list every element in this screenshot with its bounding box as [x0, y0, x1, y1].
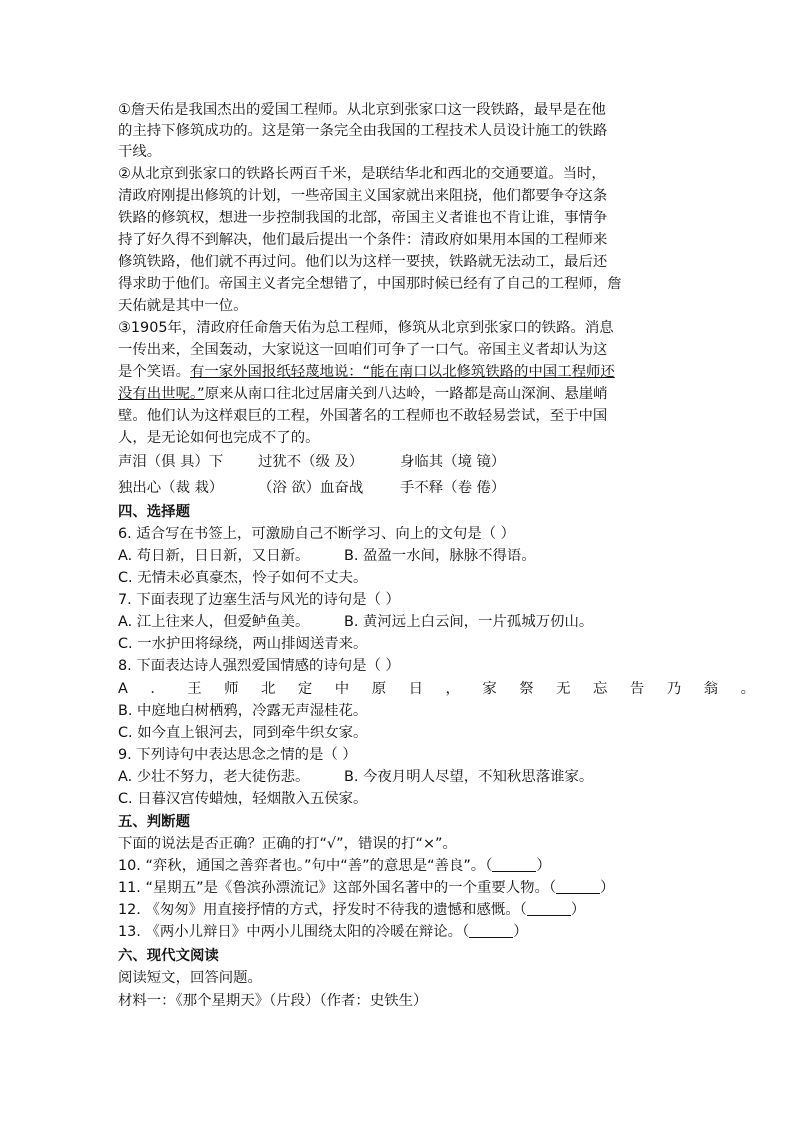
answer-blank-12[interactable] — [527, 901, 571, 916]
word-choice: 声泪（俱 具）下 — [118, 454, 224, 470]
close-paren: ） — [570, 902, 586, 918]
passage-line-8: 修筑铁路，他们就不再过问。他们以为这样一要挟，铁路就无法动工，最后还 — [118, 254, 608, 270]
question-12 — [118, 900, 678, 920]
option-b: B. 盈盈一水间，脉脉不得语。 — [344, 548, 536, 564]
underlined-quote-part-1: 有一家外国报纸轻蔑地说：“能在南口以北修筑铁路的中国工程师还 — [189, 364, 615, 380]
answer-blank-13[interactable] — [469, 923, 513, 938]
answer-blank-10[interactable] — [492, 857, 536, 872]
close-paren: ） — [600, 880, 615, 896]
option-a: A. 少壮不努力，老大徒伤悲。 — [118, 769, 310, 785]
material-title: 材料一：《那个星期天》（片段）（作者：史铁生） — [118, 993, 428, 1009]
question-9-option-c: C. 日暮汉宫传蜡烛，轻烟散入五侯家。 — [118, 791, 368, 807]
passage-line-13 — [118, 362, 678, 382]
question-6: 6. 适合写在书签上，可激励自己不断学习、向上的文句是（ ） — [118, 526, 516, 542]
underlined-quote-part-2: 没有出世呢。” — [118, 386, 205, 402]
question-11-text: 11. “星期五”是《鲁滨孙漂流记》这部外国名著中的一个重要人物。（ — [118, 880, 557, 896]
passage-line-1: ①詹天佑是我国杰出的爱国工程师。从北京到张家口这一段铁路，最早是在他 — [118, 102, 606, 118]
option-b: B. 黄河远上白云间，一片孤城万仞山。 — [344, 614, 594, 630]
answer-blank-11[interactable] — [556, 879, 600, 894]
question-6-option-c: C. 无情未必真豪杰，怜子如何不丈夫。 — [118, 570, 368, 586]
passage-line-15: 壁。他们认为这样艰巨的工程，外国著名的工程师也不敢轻易尝试，至于中国 — [118, 408, 608, 424]
passage-line-16: 人，是无论如何也完成不了的。 — [118, 430, 320, 446]
option-a: A. 苟日新，日日新，又日新。 — [118, 548, 310, 564]
word-choice-row-1 — [118, 452, 678, 472]
question-8: 8. 下面表达诗人强烈爱国情感的诗句是（ ） — [118, 658, 400, 674]
word-choice: 独出心（裁 栽） — [118, 480, 224, 496]
question-13 — [118, 922, 678, 942]
question-9-options-ab — [118, 767, 678, 787]
passage-line-10: 天佑就是其中一位。 — [118, 298, 248, 314]
passage-line-2: 的主持下修筑成功的。这是第一条完全由我国的工程技术人员设计施工的铁路 — [118, 123, 608, 139]
question-8-option-b: B. 中庭地白树栖鸦，冷露无声湿桂花。 — [118, 703, 368, 719]
question-7: 7. 下面表现了边塞生活与风光的诗句是（ ） — [118, 592, 400, 608]
question-7-options-ab — [118, 612, 678, 632]
passage-line-5: 清政府刚提出修筑的计划，一些帝国主义国家就出来阻挠，他们都要争夺这条 — [118, 188, 608, 204]
option-b: B. 今夜月明人尽望，不知秋思落谁家。 — [344, 769, 594, 785]
passage-line-7: 持了好久得不到解决，他们最后提出一个条件：清政府如果用本国的工程师来 — [118, 232, 608, 248]
word-choice: 手不释（卷 倦） — [400, 480, 506, 496]
question-11 — [118, 878, 678, 898]
option-a: A. 江上往来人，但爱鲈鱼美。 — [118, 614, 310, 630]
passage-line-13-start: 是个笑语。 — [118, 364, 190, 380]
judgement-instructions: 下面的说法是否正确？正确的打“√”，错误的打“×”。 — [118, 836, 457, 852]
section-heading-reading: 六、现代文阅读 — [118, 948, 219, 964]
section-heading-judgement: 五、判断题 — [118, 814, 190, 830]
word-choice: 过犹不（级 及） — [258, 454, 364, 470]
word-choice-row-2 — [118, 478, 678, 498]
question-13-text: 13. 《两小儿辩日》中两小儿围绕太阳的冷暖在辩论。（ — [118, 924, 470, 940]
question-10 — [118, 856, 678, 876]
passage-line-11: ③1905年，清政府任命詹天佑为总工程师，修筑从北京到张家口的铁路。消息 — [118, 320, 614, 336]
question-8-option-a: A．王师北定中原日，家祭无忘告乃翁。 — [118, 681, 778, 697]
passage-line-6: 铁路的修筑权，想进一步控制我国的北部，帝国主义者谁也不肯让谁，事情争 — [118, 210, 608, 226]
passage-line-9: 得求助于他们。帝国主义者完全想错了，中国那时候已经有了自己的工程师，詹 — [118, 276, 622, 292]
word-choice: 身临其（境 镜） — [400, 454, 506, 470]
passage-line-14 — [118, 384, 678, 404]
close-paren: ） — [536, 858, 551, 874]
question-12-text: 12. 《匆匆》用直接抒情的方式，抒发时不待我的遗憾和感慨。（ — [118, 902, 527, 918]
question-10-text: 10. “弈秋，通国之善弈者也。”句中“善”的意思是“善良”。（ — [118, 858, 493, 874]
question-9: 9. 下列诗句中表达思念之情的是（ ） — [118, 747, 357, 763]
word-choice: （浴 欲）血奋战 — [258, 480, 364, 496]
question-8-option-c: C. 如今直上银河去，同到牵牛织女家。 — [118, 725, 368, 741]
passage-line-3: 干线。 — [118, 144, 162, 160]
passage-line-4: ②从北京到张家口的铁路长两百千米，是联结华北和西北的交通要道。当时， — [118, 166, 606, 182]
passage-line-12: 一传出来，全国轰动，大家说这一回咱们可争了一口气。帝国主义者却认为这 — [118, 342, 608, 358]
section-heading-choice: 四、选择题 — [118, 504, 190, 520]
question-6-options-ab — [118, 546, 678, 566]
reading-instructions: 阅读短文，回答问题。 — [118, 970, 262, 986]
passage-line-14-tail: 原来从南口往北过居庸关到八达岭，一路都是高山深涧、悬崖峭 — [204, 386, 608, 402]
question-7-option-c: C. 一水护田将绿绕，两山排闼送青来。 — [118, 636, 368, 652]
close-paren: ） — [513, 924, 528, 940]
